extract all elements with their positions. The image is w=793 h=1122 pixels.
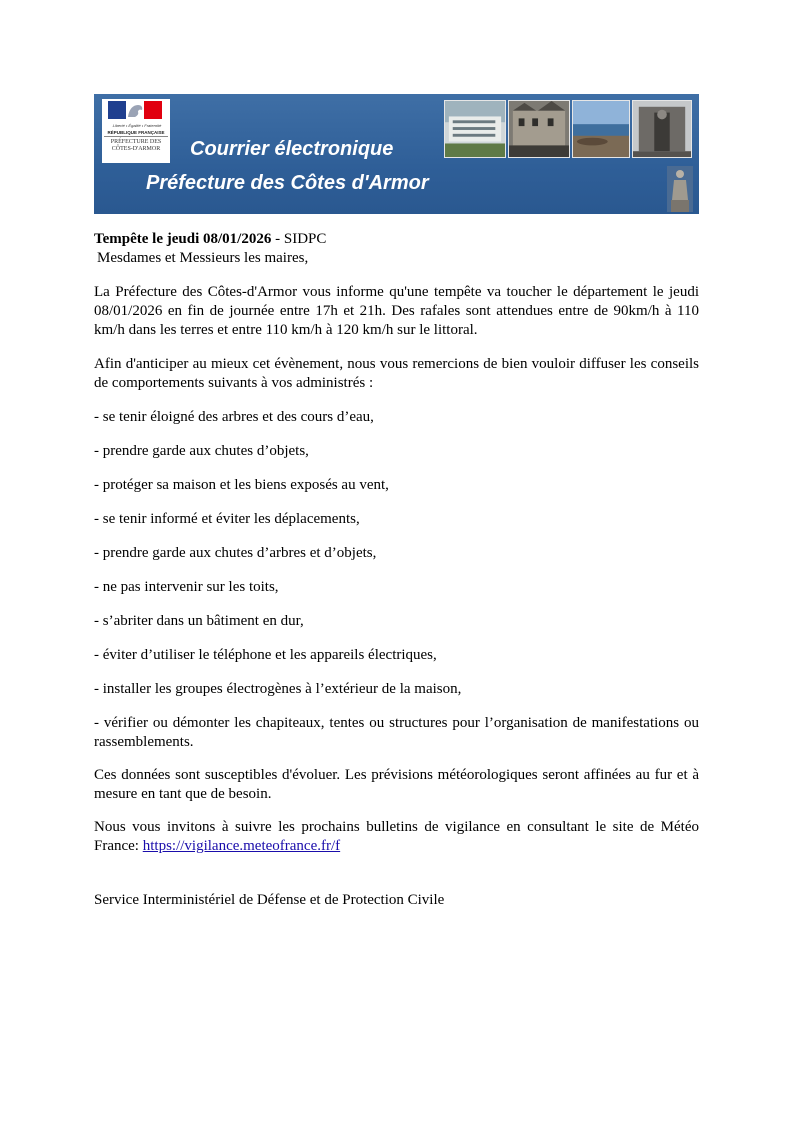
advice-item: - se tenir éloigné des arbres et des cours d’eau, — [94, 409, 374, 425]
banner-title-line1: Courrier électronique — [190, 138, 394, 160]
advice-item: - prendre garde aux chutes d’arbres et d’objets, — [94, 545, 377, 561]
message-body — [94, 230, 699, 910]
logo-prefecture-name: PRÉFECTURE DES CÔTES-D'ARMOR — [110, 139, 162, 152]
vigilance-text: Nous vous invitons à suivre les prochains bulletins de vigilance en consultant le site de Météo France: — [94, 819, 699, 854]
monument-photo — [632, 100, 692, 158]
logo-republic: RÉPUBLIQUE FRANÇAISE — [104, 130, 168, 137]
advice-item: - éviter d’utiliser le téléphone et les appareils électriques, — [94, 647, 437, 663]
vigilance-paragraph — [94, 818, 699, 856]
statue-icon — [667, 166, 693, 212]
evolution-paragraph: Ces données sont susceptibles d'évoluer. Les prévisions météorologiques seront affinées au fur et à mesure en tant que de besoin. — [94, 767, 699, 802]
chateau-photo — [508, 100, 570, 158]
advice-item: - protéger sa maison et les biens exposés au vent, — [94, 477, 389, 493]
advice-item: - se tenir informé et éviter les déplacements, — [94, 511, 360, 527]
advice-item: - ne pas intervenir sur les toits, — [94, 579, 279, 595]
meteofrance-link[interactable]: https://vigilance.meteofrance.fr/f — [142, 838, 341, 854]
advice-intro-paragraph: Afin d'anticiper au mieux cet évènement, nous vous remercions de bien vouloir diffuser les conseils de comportements suivants à vos administrés : — [94, 356, 699, 391]
subject-title: Tempête le jeudi 08/01/2026 — [94, 231, 272, 247]
advice-item: - vérifier ou démonter les chapiteaux, tentes ou structures pour l’organisation de manifestations ou rassemblements. — [94, 715, 699, 750]
advice-item: - installer les groupes électrogènes à l’extérieur de la maison, — [94, 681, 462, 697]
intro-paragraph: La Préfecture des Côtes-d'Armor vous informe qu'une tempête va toucher le département le jeudi 08/01/2026 en fin de journée entre 17h et 21h. Des rafales sont attendues entre de 90km/h à 110 km/h dans les terres et entre 110 km/h à 120 km/h sur le littoral. — [94, 284, 699, 338]
message-subject — [94, 230, 699, 249]
marianne-icon — [102, 99, 170, 121]
signature: Service Interministériel de Défense et de Protection Civile — [94, 892, 445, 908]
banner-title-line2: Préfecture des Côtes d'Armor — [146, 172, 429, 194]
banner-photos — [444, 100, 692, 158]
coast-photo — [572, 100, 630, 158]
greeting: Mesdames et Messieurs les maires, — [97, 250, 309, 266]
header-banner — [94, 94, 699, 214]
advice-item: - prendre garde aux chutes d’objets, — [94, 443, 309, 459]
advice-item: - s’abriter dans un bâtiment en dur, — [94, 613, 304, 629]
logo-motto: Liberté • Égalité • Fraternité — [112, 123, 162, 128]
subject-service: - SIDPC — [271, 231, 327, 247]
prefecture-logo — [102, 99, 170, 163]
building-photo — [444, 100, 506, 158]
